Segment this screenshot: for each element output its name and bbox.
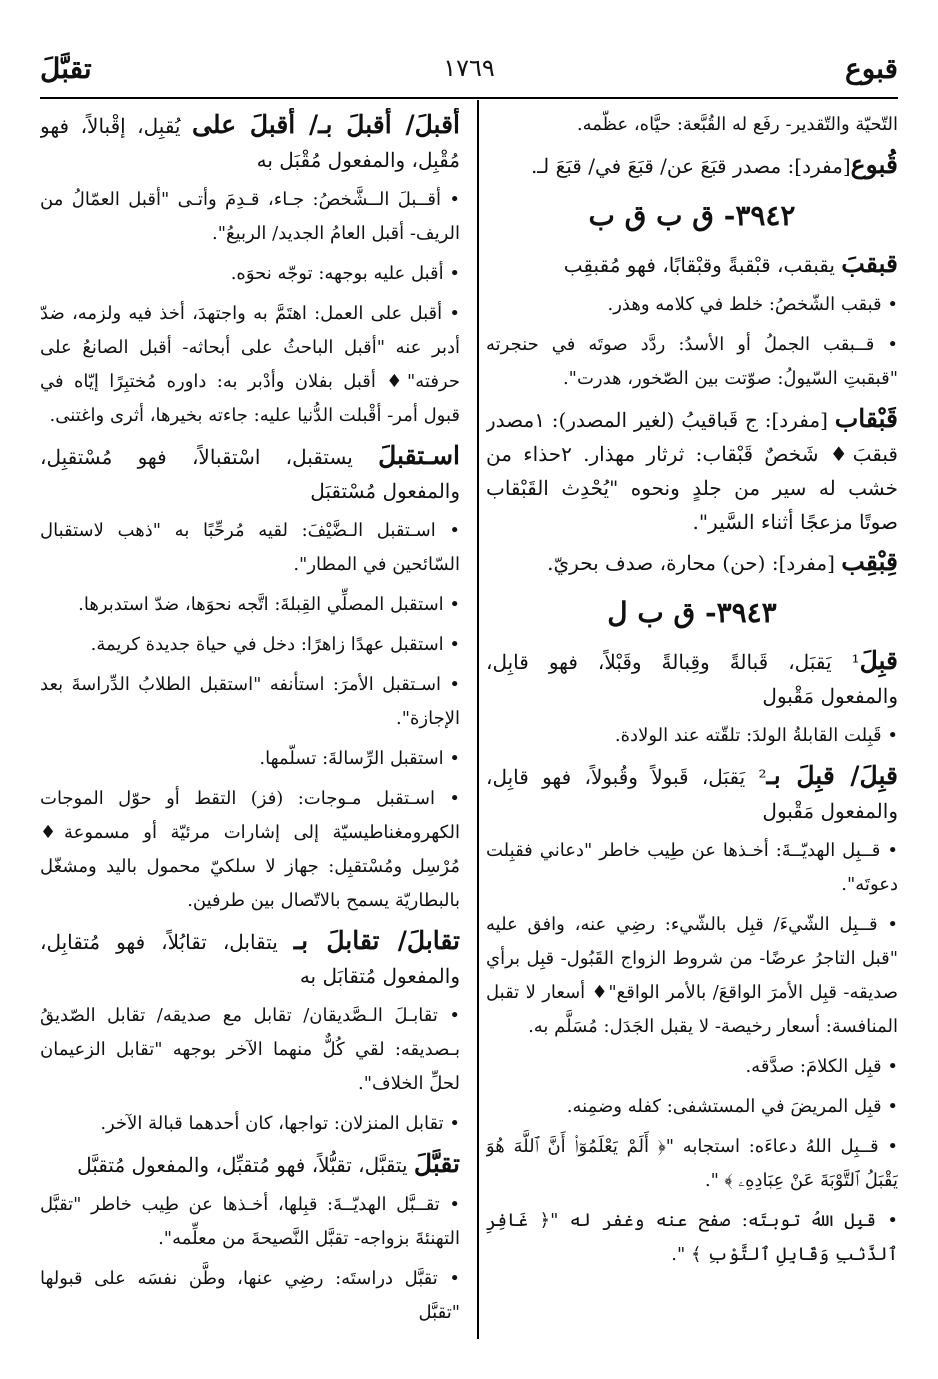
dictionary-entry [486, 759, 898, 828]
entry-headword: أقبلَ/ أقبلَ بـ/ أقبلَ على [191, 110, 460, 139]
entry-headword: قبِلَ/ قبِلَ بـ [766, 761, 898, 790]
entry-headword: قبِلَ [859, 646, 898, 675]
right-column [486, 108, 898, 1335]
sense-item: • أقــبلَ الــشَّخصُ: جـاء، قـدِمَ وأتـى "أقبل العمّالُ من الريف- أقبل العامُ الجديد/ الربيعُ". [40, 189, 460, 244]
entry-headword: قَبْقاب [834, 404, 898, 433]
root-heading: ٣٩٤٣- ق ب ل [607, 596, 777, 629]
sense-item: • استقبل الرِّسالةَ: تسلّمها. [259, 748, 460, 769]
continuation-text: التّحيّة والتّقدير- رفَع له القُبَّعة: حيَّاه، عظّمه. [576, 114, 898, 135]
entry-definition: يقبقب، قبْقبةً وقبْقابًا، فهو مُقبقِب [563, 253, 842, 277]
dictionary-entry [40, 1147, 460, 1182]
header-first-word: قبوع [844, 52, 898, 85]
sense-item: • قبِل المريضَ في المستشفى: كفله وضمِنه. [566, 1096, 898, 1117]
sense-item: • تقابـلَ الـصَّديقان/ تقابل مع صديقه/ تقابل الصّديقُ بـصديقه: لقي كُلٌّ منهما الآخر بوجهه "تقابل الزعيمان لحلِّ الخلاف". [40, 1005, 460, 1094]
sense-item: • قبقب الشّخصُ: خلط في كلامه وهذر. [607, 294, 898, 315]
sense-item: • اسـتقبل الأمرَ: استأنفه "استقبل الطلابُ الدِّراسةَ بعد الإجازة". [40, 674, 460, 729]
root-heading: ٣٩٤٢- ق ب ق ب [588, 199, 796, 232]
entry-headword: قُبوع [850, 150, 898, 179]
sense-item: • قــبقب الجملُ أو الأسدُ: ردَّد صوتَه في حنجرته "قبقبتِ السّيولُ: صوّتت بين الصّخور، هدرت". [486, 334, 898, 389]
entry-headword: اسـتقبلَ [378, 441, 460, 470]
header-rule [40, 97, 898, 99]
entry-headword: تقابلَ/ تقابلَ بـ [293, 926, 460, 955]
entry-definition: يتقابل، تقابُلاً، فهو مُتقابِل، والمفعول مُتقابَل به [40, 930, 460, 988]
entry-definition: يُقبِل، إقْبالاً، فهو مُقْبِل، والمفعول مُقْبَل به [40, 114, 460, 172]
entry-definition: ² يَقبَل، قَبولاً وقُبولاً، فهو قابِل، والمفعول مَقْبول [486, 765, 898, 823]
sense-item: • استقبل المصلِّي القِبلةَ: اتَّجه نحوَها، ضدّ استدبرها. [78, 594, 460, 615]
sense-item: • أقبل عليه بوجهه: توجّه نحوَه. [230, 263, 460, 284]
sense-item: • تقابل المنزلان: تواجها، كان أحدهما قبالة الآخر. [100, 1113, 460, 1134]
sense-item: • اسـتقبل مـوجات: (فز) التقط أو حوّل الموجات الكهرومغناطيسيّة إلى إشارات مرئيّة أو مسموعة♦ مُرْسِل ومُسْتقبِل: جهاز لا سلكيّ محمول باليد ومشغّل بالبطاريّة يسمح بالاتّصال بين طرفين. [40, 788, 460, 911]
dictionary-entry [486, 644, 898, 713]
sense-item: • اسـتقبل الـضَّيْفَ: لقيه مُرحِّبًا به "ذهب لاستقبال السّائحين في المطار". [40, 520, 460, 575]
dictionary-entry [40, 924, 460, 993]
dictionary-entry [486, 148, 898, 183]
sense-item: • قبِل الكلامَ: صدَّقه. [745, 1056, 898, 1077]
entry-headword: قبقبَ [841, 249, 898, 278]
column-divider [477, 100, 479, 1339]
entry-headword: تقبَّلَ [413, 1149, 460, 1178]
sense-item: • أقبل على العمل: اهتَمَّ به واجتهدَ، أخذ فيه ولزمه، ضدّ أدبر عنه "أقبل الباحثُ على أبحاثه- أقبل الصانعُ على حرفته"♦ أقبل بفلان وأدْبر به: داوره مُختبِرًا إيّاه في قبول أمر- أقْبلت الدُّنيا عليه: جاءته بخيرها، أثرى واغتنى. [40, 303, 460, 426]
sense-item: • قــبِل الهديّــةَ: أخـذها عن طِيب خاطر "دعاني فقبِلت دعوتَه". [486, 840, 898, 895]
dictionary-entry [40, 108, 460, 177]
dictionary-entry [40, 439, 460, 508]
sense-item: • استقبل عهدًا زاهرًا: دخل في حياة جديدة كريمة. [90, 634, 460, 655]
entry-definition: [مفرد]: (حن) محارة، صدف بحريّ. [547, 551, 842, 575]
sense-item: • قــبِل الشّيءَ/ قبِل بالشّيء: رضِي عنه، وافق عليه "قبل التاجرُ عرضًا- من شروط الزواج القَبُول- قبِل برأي صديقه- قبِل الأمرَ الواقعَ/ بالأمر الواقع"♦ أسعار لا تقبل المنافسة: أسعار رخيصة- لا يقبل الجَدَل: مُسَلَّم به. [486, 914, 898, 1037]
dictionary-entry [486, 247, 898, 282]
sense-item: • قَبِلت القابلةُ الولدَ: تلقّته عند الولادة. [614, 725, 898, 746]
sense-item: • قــبِل اللهُ دعاءَه: استجابه "﴿ أَلَمْ يَعْلَمُوٓا۟ أَنَّ ٱللَّهَ هُوَ يَقْبَلُ ٱلتَّوْبَةَ عَنْ عِبَادِهِۦ ﴾ ". [486, 1136, 898, 1191]
entry-definition: [مفرد]: ج قَباقيبُ (لغير المصدر): ١مصدر قبقبَ♦ شَخصٌ قَبْقاب: ثرثار مهذار. ٢حذاء من خشب له سير من جلدٍ ونحوه "يُحْدِث القَبْقاب صوتًا مزعجًا أثناء السَّير". [486, 408, 898, 534]
entry-definition: يستقبل، اسْتقبالاً، فهو مُسْتقبِل، والمفعول مُسْتقبَل [40, 445, 460, 503]
page-header [40, 52, 898, 96]
sense-item: • تقبَّل دراستَه: رضِي عنها، وطَّن نفسَه على قبولها "تقبَّل [40, 1268, 460, 1323]
dictionary-entry [486, 545, 898, 580]
sense-item: • تقــبَّل الهديّــةَ: قبِلها، أخـذها عن طِيب خاطر "تقبَّل التهنئةَ بزواجه- تقبَّل النَّصيحةَ من معلِّمه". [40, 1194, 460, 1249]
sense-item: • قبِل اللهُ توبتَه: صفح عنه وغفر له "﴿ غَافِرِ ٱلذَّنۢبِ وَقَابِلِ ٱلتَّوْبِ ﴾ ". [486, 1210, 898, 1265]
left-column [40, 108, 460, 1335]
header-last-word: تقبَّلَ [40, 52, 92, 85]
entry-definition: ¹ يَقبَل، قَبالةً وقِبالةً وقَبْلاً، فهو قابِل، والمفعول مَقْبول [486, 650, 898, 708]
dictionary-entry [486, 402, 898, 539]
entry-definition: [مفرد]: مصدر قبَعَ عن/ قبَعَ في/ قبَعَ لـ. [530, 154, 851, 178]
entry-headword: قِبْقِب [841, 547, 898, 576]
entry-definition: يتقبَّل، تقبُّلاً، فهو مُتقبِّل، والمفعول مُتقبَّل [77, 1153, 414, 1177]
page-number: ١٧٦٩ [443, 54, 495, 82]
